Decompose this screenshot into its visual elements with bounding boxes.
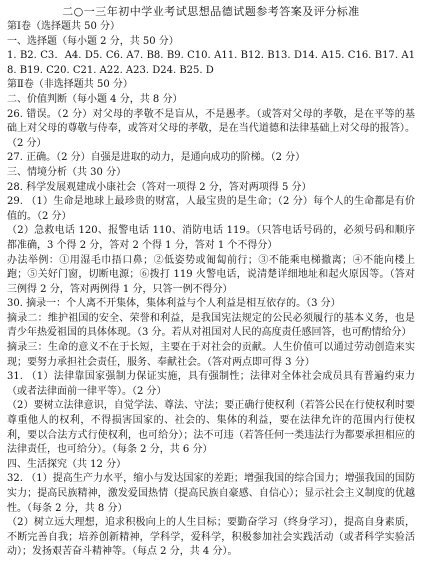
- answer-29-methods: 办法举例：①用湿毛巾捂口鼻；②低姿势或匍匐前行；③不能乘电梯撤离；④不能向楼上跑；⑤关好门窗，切断电源；⑥拨打 119 火警电话，说清楚详细地址和起火原因等。（答对三例得 2 分，答对两例得 1 分，只答一例不得分）: [7, 254, 415, 295]
- answer-26: 26. 错误。（2 分）对父母的孝敬不是盲从，不是愚孝。（或答对父母的孝敬，是在平等的基础上对父母的尊敬与侍奉，或答对父母的孝敬，是在当代道德和法律基础上对父母的报答）。（2 分）: [7, 108, 415, 149]
- section-heading-part1: 第Ⅰ卷（选择题共 50 分）: [7, 21, 121, 32]
- answer-29-2: （2）急救电话 120、报警电话 110、消防电话 119。（只答电话号码的，必须号码和顺序都准确，3 个得 2 分，答对 2 个得 1 分，答对 1 个不得分）: [7, 225, 415, 251]
- answer-27: 27. 正确。（2 分）自强是进取的动力，是通向成功的阶梯。（2 分）: [7, 152, 306, 164]
- answer-30-excerpt2: 摘录二：维护祖国的安全、荣誉和利益，是我国宪法规定的公民必须履行的基本义务，也是青少年热爱祖国的具体体现。（3 分。若从对祖国对人民的高度责任感回答，也可酌情给分）: [7, 312, 415, 339]
- section-heading-judgment: 二、价值判断（每小题 4 分，共 8 分）: [7, 93, 183, 105]
- answer-30-excerpt3: 摘录三：生命的意义不在于长短，主要在于对社会的贡献。人生价值可以通过劳动创造来实现；要努力承担社会责任，服务、奉献社会。（答对两点即可得 3 分）: [7, 342, 415, 368]
- answer-32-1: 32. （1）提高生产力水平，缩小与发达国家的差距；增强我国的综合国力；增强我国的国防实力；提高民族精神，激发爱国热情（提高民族自豪感、自信心）；显示社会主义制度的优越性。（每条 2 分，共 8 分）: [7, 473, 415, 514]
- section-heading-situation: 三、情境分析（共 30 分）: [7, 166, 127, 178]
- answer-29-1: 29. （1）生命是地球上最珍贵的财富，人最宝贵的是生命；（2 分）每个人的生命都是有价值的。（2 分）: [7, 196, 415, 222]
- section-heading-part2: 第Ⅱ卷（非选择题共 50 分）: [7, 79, 133, 91]
- answer-31-2: （2）要树立法律意识，自觉学法、尊法、守法；要正确行使权利（若答公民在行使权利时要尊重他人的权利，不得损害国家的、社会的、集体的利益，要在法律允许的范围内行使权利，要以合法方式行使权利，也可给分）；法不可违（若答任何一类违法行为都要承担相应的法律责任，也可给分）。（每条 2 分，共 6 分）: [7, 400, 415, 456]
- section-heading-choice: 一、选择题（每小题 2 分，共 50 分）: [7, 35, 179, 47]
- answer-28: 28. 科学发展观建成小康社会（答对一项得 2 分，答对两项得 5 分）: [7, 181, 312, 193]
- answer-30-excerpt1: 30. 摘录一：个人离不开集体，集体利益与个人利益是相互依存的。（3 分）: [7, 298, 341, 310]
- document-title: 二○一三年初中学业考试思想品德试题参考答案及评分标准: [62, 5, 360, 18]
- answer-31-1: 31. （1）法律靠国家强制力保证实施，具有强制性；法律对全体社会成员具有普遍约束力（或者法律面前一律平等）。（2 分）: [7, 371, 415, 397]
- section-heading-inquiry: 四、生活探究（共 12 分）: [7, 458, 127, 470]
- answer-32-2: （2）树立远大理想，追求积极向上的人生目标；要勤奋学习（终身学习），提高自身素质，不断完善自我；培养创新精神，学科学，爱科学，积极参加社会实践活动（或者科学实验活动）；发扬艰苦奋斗精神等。（每点 2 分，共 4 分）。: [7, 517, 415, 558]
- choice-answers: 1. B2. C3．A4. D5. C6. A7. B8. B9. C10. A11. B12. B13. D14. A15. C16. B17. A18. B19. C20. C21. A22. A23. D24. B25. D: [7, 50, 415, 76]
